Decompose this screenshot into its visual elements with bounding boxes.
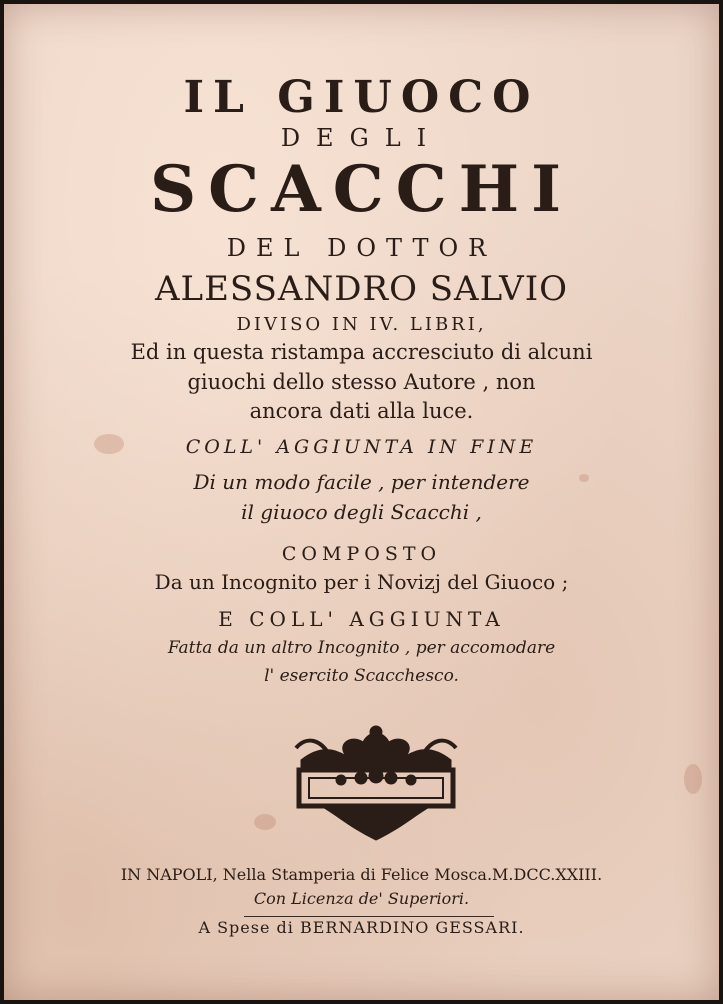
author-prefix: DEL DOTTOR — [226, 234, 497, 262]
second-addition-line-2: l' esercito Scacchesco. — [264, 666, 459, 686]
paper-stain — [684, 764, 702, 794]
title-page — [4, 4, 719, 1000]
divider-rule — [244, 916, 494, 917]
paper-stain — [254, 814, 276, 830]
ornament-icon — [291, 718, 461, 843]
description-line-3: ancora dati alla luce. — [249, 399, 474, 423]
addition-line-2: il giuoco degli Scacchi , — [241, 500, 482, 524]
description-line-1: Ed in questa ristampa accresciuto di alcuni — [130, 340, 593, 364]
title-line-1: IL GIUOCO — [183, 72, 540, 123]
second-addition-heading: E COLL' AGGIUNTA — [218, 607, 505, 631]
imprint-line-2: Con Licenza de' Superiori. — [253, 889, 470, 908]
composed-line: Da un Incognito per i Novizj del Giuoco ; — [154, 570, 569, 594]
imprint-line-3: A Spese di BERNARDINO GESSARI. — [198, 918, 525, 937]
author-name: ALESSANDRO SALVIO — [154, 269, 569, 309]
composed-heading: COMPOSTO — [281, 543, 442, 565]
imprint-line-1: IN NAPOLI, Nella Stamperia di Felice Mosca.M.DCC.XXIII. — [120, 865, 603, 884]
title-line-2: DEGLI — [280, 124, 443, 152]
addition-line-1: Di un modo facile , per intendere — [193, 470, 530, 494]
title-line-3: SCACCHI — [149, 152, 574, 227]
addition-heading: COLL' AGGIUNTA IN FINE — [185, 436, 538, 458]
second-addition-line-1: Fatta da un altro Incognito , per accomodare — [167, 638, 556, 658]
description-line-2: giuochi dello stesso Autore , non — [187, 370, 536, 394]
division-line: DIVISO IN IV. LIBRI, — [236, 314, 487, 335]
